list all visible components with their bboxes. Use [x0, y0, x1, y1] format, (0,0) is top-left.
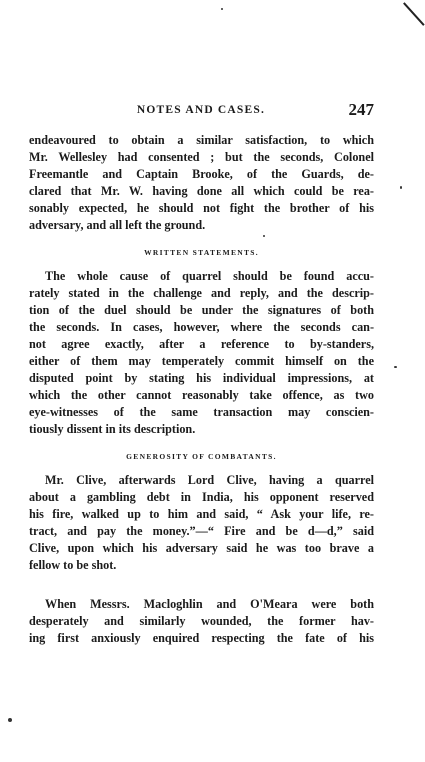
text-line: tract, and pay the money.”—“ Fire and be d—d,” said: [29, 523, 374, 538]
paragraph-4: [29, 596, 374, 647]
text-line: either of them may temperately commit himself on the: [29, 354, 374, 369]
text-line: eye-witnesses of the same transaction may conscien-: [29, 405, 374, 420]
text-line: When Messrs. Macloghlin and O'Meara were both: [45, 597, 374, 612]
text-line: Freemantle and Captain Brooke, of the Guards, de-: [29, 167, 374, 182]
section-heading-generosity-of-combatants: GENEROSITY OF COMBATANTS.: [126, 451, 277, 461]
scan-speck: [221, 8, 223, 10]
text-line: fellow to be shot.: [29, 557, 117, 572]
scan-speck: [8, 718, 12, 722]
page-body: [29, 132, 374, 647]
running-head: NOTES AND CASES.: [136, 104, 266, 116]
text-line: clared that Mr. W. having done all which could be rea-: [29, 184, 374, 199]
text-line: sonably expected, he should not fight the brother of his: [29, 201, 374, 216]
text-line: desperately and similarly wounded, the former hav-: [29, 614, 374, 629]
text-line: Mr. Wellesley had consented ; but the seconds, Colonel: [29, 150, 374, 165]
page-number: 247: [348, 100, 374, 119]
scan-speck: [400, 186, 402, 189]
page-header: [28, 100, 374, 122]
text-line: Mr. Clive, afterwards Lord Clive, having a quarrel: [45, 472, 374, 487]
text-line: adversary, and all left the ground.: [29, 218, 206, 233]
text-line: the seconds. In cases, however, where the seconds can-: [29, 319, 374, 334]
scan-speck: [394, 366, 397, 368]
text-line: disputed point by stating his individual impressions, at: [29, 371, 374, 386]
text-line: not agree exactly, after a reference to by-standers,: [29, 336, 374, 351]
text-line: tiously dissent in its description.: [29, 422, 196, 437]
paragraph-2: [29, 268, 374, 439]
text-line: ing first anxiously enquired respecting the fate of his: [29, 631, 374, 646]
section-heading-written-statements: WRITTEN STATEMENTS.: [144, 247, 259, 257]
text-line: his fire, walked up to him and said, “ Ask your life, re-: [29, 506, 374, 521]
text-line: tion of the duel should be under the signatures of both: [29, 302, 374, 317]
text-line: about a gambling debt in India, his opponent reserved: [29, 489, 374, 504]
paragraph-3: [29, 472, 374, 575]
text-line: The whole cause of quarrel should be found accu-: [45, 268, 374, 283]
text-line: rately stated in the challenge and reply, and the descrip-: [29, 285, 374, 300]
scan-mark: [403, 2, 424, 25]
paragraph-1: [29, 132, 374, 235]
text-line: Clive, upon which his adversary said he was too brave a: [29, 540, 374, 555]
text-line: which the other cannot reasonably take offence, as two: [29, 388, 374, 403]
text-line: endeavoured to obtain a similar satisfaction, to which: [29, 133, 374, 147]
